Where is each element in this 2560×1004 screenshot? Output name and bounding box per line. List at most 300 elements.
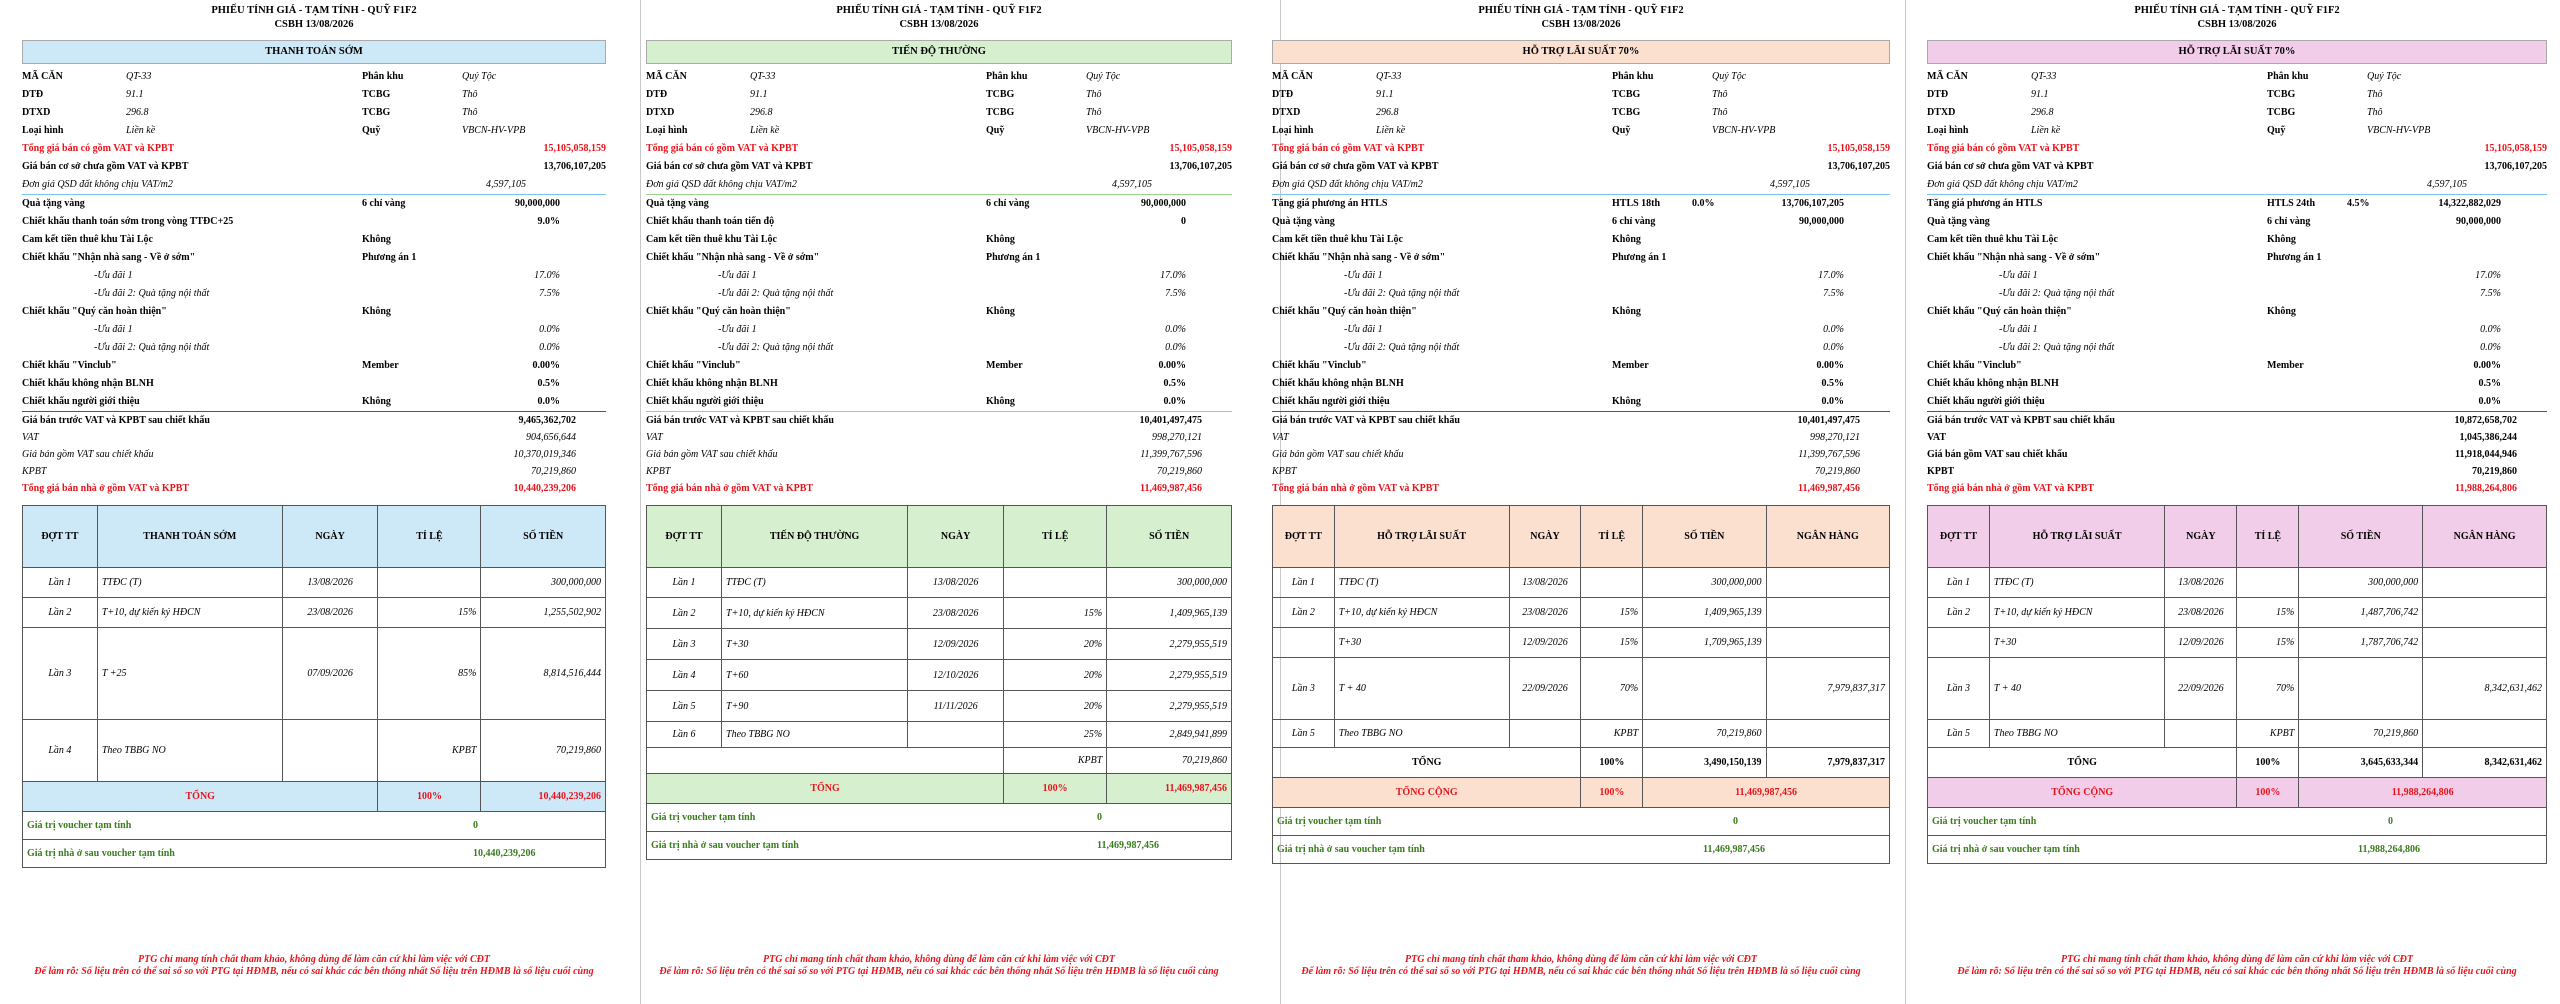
discount-label: Chiết khấu người giới thiệu — [1927, 396, 2045, 407]
discount-row — [1272, 195, 1890, 213]
summary-value: 10,401,497,475 — [1797, 415, 1860, 426]
info-label: TCBG — [986, 89, 1015, 100]
table-cell: 23/08/2026 — [908, 598, 1004, 629]
table-cell: Lần 3 — [1928, 658, 1990, 720]
table-cell: 70,219,860 — [1643, 720, 1766, 748]
discount-label: Cam kết tiền thuê khu Tài Lộc — [22, 234, 153, 245]
table-cell: 1,409,965,139 — [1107, 598, 1232, 629]
disclaimer-line: Để làm rõ: Số liệu trên có thể sai số so với PTG tại HĐMB, nếu có sai khác các bên thống nhất Số liệu trên HĐMB là số liệu cuối cùng — [659, 966, 1219, 977]
discount-label: Chiết khấu "Quý căn hoàn thiện" — [1272, 306, 1417, 317]
discount-label: -Ưu đãi 2: Quà tặng nội thất — [1344, 288, 1460, 299]
info-value: Quý Tộc — [2367, 71, 2402, 82]
table-cell: Lần 1 — [1928, 568, 1990, 598]
unit-price-label: Đơn giá QSD đất không chịu VAT/m2 — [1272, 179, 1423, 190]
discount-label: -Ưu đãi 1 — [1344, 270, 1383, 281]
base-price-row — [1927, 158, 2547, 176]
table-header — [1928, 506, 2547, 568]
discount-row — [22, 339, 606, 357]
table-cell — [1766, 628, 1889, 658]
table-row — [1928, 598, 2547, 628]
table-cell: Lần 1 — [647, 568, 722, 598]
sheet-title: PHIẾU TÍNH GIÁ - TẠM TÍNH - QUỸ F1F2 — [2134, 5, 2340, 16]
info-label: TCBG — [1612, 89, 1641, 100]
discount-value: 0.0% — [537, 396, 560, 407]
discount-row — [646, 195, 1232, 213]
info-value: Thô — [1712, 89, 1728, 100]
subtotal-money: 3,645,633,344 — [2299, 748, 2423, 778]
discount-value: 0.5% — [2478, 378, 2501, 389]
table-cell: T+30 — [722, 629, 908, 660]
discount-value: 7.5% — [1823, 288, 1844, 299]
summary-value: 10,440,239,206 — [513, 483, 576, 494]
table-row — [647, 748, 1232, 774]
table-cell: Theo TBBG NO — [1989, 720, 2164, 748]
table-cell: Lần 1 — [23, 568, 98, 598]
discount-value: 0.0% — [539, 342, 560, 353]
discount-label: Quà tặng vàng — [22, 198, 85, 209]
info-label: MÃ CĂN — [646, 71, 687, 82]
voucher-label: Giá trị voucher tạm tính — [651, 812, 756, 823]
info-row — [1927, 68, 2547, 86]
table-cell: Lần 6 — [647, 722, 722, 748]
disclaimer-line: Để làm rõ: Số liệu trên có thể sai số so với PTG tại HĐMB, nếu có sai khác các bên thống nhất Số liệu trên HĐMB là số liệu cuối cùng — [1301, 966, 1861, 977]
table-cell: T+30 — [1334, 628, 1509, 658]
info-label: Quỹ — [986, 125, 1005, 136]
payment-table — [1927, 505, 2547, 808]
info-value: Liền kề — [1376, 125, 1406, 136]
table-cell: Theo TBBG NO — [1334, 720, 1509, 748]
sheet-title: PHIẾU TÍNH GIÁ - TẠM TÍNH - QUỸ F1F2 — [211, 5, 417, 16]
price-total-value: 15,105,058,159 — [1169, 143, 1232, 154]
info-label: Loại hình — [1927, 125, 1969, 136]
base-price-row — [22, 158, 606, 176]
base-price-value: 13,706,107,205 — [2484, 161, 2547, 172]
table-row — [647, 598, 1232, 629]
total-label: TỔNG CỘNG — [1273, 778, 1581, 808]
discount-label: Chiết khấu không nhận BLNH — [1272, 378, 1404, 389]
table-cell: 300,000,000 — [481, 568, 606, 598]
discount-label: -Ưu đãi 1 — [94, 324, 133, 335]
discount-row — [646, 375, 1232, 393]
info-value: QT-33 — [1376, 71, 1402, 82]
discount-label: -Ưu đãi 1 — [1999, 324, 2038, 335]
table-cell: 1,787,706,742 — [2299, 628, 2423, 658]
summary-row — [22, 412, 606, 429]
discount-label: Chiết khấu "Vinclub" — [1927, 360, 2022, 371]
discount-value: 0.00% — [532, 360, 560, 371]
discount-row — [1272, 375, 1890, 393]
table-cell: 1,255,502,902 — [481, 598, 606, 628]
subtotal-label: TỔNG — [1928, 748, 2237, 778]
table-cell — [647, 748, 1004, 774]
discount-row — [22, 303, 606, 321]
discount-label: Chiết khấu người giới thiệu — [646, 396, 764, 407]
price-total-row — [1272, 140, 1890, 158]
discount-row — [1927, 231, 2547, 249]
summary-label: Giá bán trước VAT và KPBT sau chiết khấu — [22, 415, 210, 426]
column-header: NGÀY — [282, 506, 378, 568]
table-cell — [2165, 720, 2237, 748]
column-header: ĐỢT TT — [1928, 506, 1990, 568]
info-label: Phân khu — [1612, 71, 1654, 82]
price-sheet — [22, 4, 606, 1000]
payment-table — [1272, 505, 1890, 808]
table-cell: Theo TBBG NO — [722, 722, 908, 748]
table-cell — [282, 720, 378, 782]
disclaimer-line: PTG chỉ mang tính chất tham khảo, không dùng để làm căn cứ khi làm việc với CĐT — [2061, 954, 2413, 965]
info-label: Quỹ — [2267, 125, 2286, 136]
discount-value: 0.5% — [1163, 378, 1186, 389]
after-voucher-value: 11,988,264,806 — [2358, 844, 2420, 855]
info-label: TCBG — [362, 107, 391, 118]
discount-option: 6 chỉ vàng — [1612, 216, 1656, 227]
summary-label: Giá bán trước VAT và KPBT sau chiết khấu — [1272, 415, 1460, 426]
plan-banner: TIẾN ĐỘ THƯỜNG — [646, 40, 1232, 64]
summary-row — [1272, 463, 1890, 480]
discount-value: 9.0% — [537, 216, 560, 227]
voucher-row — [22, 812, 606, 840]
table-cell — [2423, 568, 2547, 598]
total-value: 11,988,264,806 — [2299, 778, 2547, 808]
summary-row — [646, 480, 1232, 497]
base-price-label: Giá bán cơ sở chưa gồm VAT và KPBT — [646, 161, 813, 172]
table-row — [23, 720, 606, 782]
total-row — [647, 774, 1232, 804]
discount-option: Không — [362, 306, 391, 317]
column-header: NGÀY — [2165, 506, 2237, 568]
discount-row — [646, 357, 1232, 375]
sheet-title: PHIẾU TÍNH GIÁ - TẠM TÍNH - QUỸ F1F2 — [1478, 5, 1684, 16]
discount-value: 0.5% — [1821, 378, 1844, 389]
table-cell: 23/08/2026 — [2165, 598, 2237, 628]
table-cell: Lần 3 — [23, 628, 98, 720]
total-row — [23, 782, 606, 812]
info-label: DTXD — [1272, 107, 1301, 118]
summary-value: 11,399,767,596 — [1798, 449, 1860, 460]
discount-value: 7.5% — [539, 288, 560, 299]
discount-label: -Ưu đãi 2: Quà tặng nội thất — [1999, 288, 2115, 299]
discount-option: Không — [1612, 306, 1641, 317]
table-cell — [1766, 598, 1889, 628]
discount-label: -Ưu đãi 2: Quà tặng nội thất — [718, 342, 834, 353]
discount-label: Chiết khấu người giới thiệu — [22, 396, 140, 407]
discount-label: Cam kết tiền thuê khu Tài Lộc — [1272, 234, 1403, 245]
table-cell: T +25 — [97, 628, 282, 720]
discount-label: -Ưu đãi 1 — [1344, 324, 1383, 335]
discount-row — [1272, 339, 1890, 357]
discount-value: 90,000,000 — [1799, 216, 1844, 227]
table-cell: 2,279,955,519 — [1107, 629, 1232, 660]
discount-option: HTLS 24th — [2267, 198, 2316, 209]
discount-label: -Ưu đãi 2: Quà tặng nội thất — [94, 288, 210, 299]
table-row — [1928, 568, 2547, 598]
after-voucher-label: Giá trị nhà ở sau voucher tạm tính — [1277, 844, 1425, 855]
discount-row — [22, 213, 606, 231]
table-cell: 12/09/2026 — [2165, 628, 2237, 658]
discount-label: Chiết khấu người giới thiệu — [1272, 396, 1390, 407]
subtotal-pct: 100% — [2237, 748, 2299, 778]
voucher-label: Giá trị voucher tạm tính — [27, 820, 132, 831]
discount-label: Chiết khấu "Nhận nhà sang - Về ở sớm" — [1272, 252, 1446, 263]
discount-row — [1927, 267, 2547, 285]
table-cell: Lần 5 — [1273, 720, 1335, 748]
base-price-label: Giá bán cơ sở chưa gồm VAT và KPBT — [1272, 161, 1439, 172]
table-cell: 85% — [378, 628, 481, 720]
discount-row — [22, 357, 606, 375]
discount-label: Chiết khấu "Vinclub" — [22, 360, 117, 371]
table-cell: 13/08/2026 — [1509, 568, 1581, 598]
discount-label: Tăng giá phương án HTLS — [1272, 198, 1388, 209]
table-cell: KPBT — [1581, 720, 1643, 748]
info-label: TCBG — [362, 89, 391, 100]
table-cell: KPBT — [2237, 720, 2299, 748]
table-cell — [2423, 628, 2547, 658]
summary-label: Giá bán trước VAT và KPBT sau chiết khấu — [646, 415, 834, 426]
discount-value: 17.0% — [534, 270, 560, 281]
column-header: NGÂN HÀNG — [1766, 506, 1889, 568]
table-cell — [2423, 598, 2547, 628]
info-value: VBCN-HV-VPB — [1712, 125, 1776, 136]
price-total-label: Tổng giá bán có gồm VAT và KPBT — [1272, 143, 1425, 154]
discount-label: Chiết khấu không nhận BLNH — [1927, 378, 2059, 389]
discount-row — [646, 339, 1232, 357]
info-label: DTĐ — [22, 89, 44, 100]
table-cell — [1004, 568, 1107, 598]
info-value: 91.1 — [126, 89, 144, 100]
table-cell: Lần 3 — [1273, 658, 1335, 720]
info-value: Thô — [462, 107, 478, 118]
summary-row — [22, 480, 606, 497]
total-pct: 100% — [1581, 778, 1643, 808]
table-cell: 15% — [1004, 598, 1107, 629]
summary-row — [1272, 446, 1890, 463]
table-cell: Lần 4 — [23, 720, 98, 782]
column-header: NGÂN HÀNG — [2423, 506, 2547, 568]
info-value: Liền kề — [750, 125, 780, 136]
summary-label: Giá bán gồm VAT sau chiết khấu — [1927, 449, 2068, 460]
discount-row — [1272, 249, 1890, 267]
info-row — [1927, 86, 2547, 104]
subtotal-bank: 8,342,631,462 — [2423, 748, 2547, 778]
discount-label: -Ưu đãi 2: Quà tặng nội thất — [718, 288, 834, 299]
summary-label: Tổng giá bán nhà ở gồm VAT và KPBT — [1272, 483, 1440, 494]
disclaimer-line: Để làm rõ: Số liệu trên có thể sai số so với PTG tại HĐMB, nếu có sai khác các bên thống nhất Số liệu trên HĐMB là số liệu cuối cùng — [34, 966, 594, 977]
discount-option: Phương án 1 — [2267, 252, 2322, 263]
table-cell: T+10, dự kiến ký HĐCN — [97, 598, 282, 628]
summary-value: 11,988,264,806 — [2455, 483, 2517, 494]
discount-option: Không — [2267, 234, 2296, 245]
info-value: Thô — [1086, 107, 1102, 118]
table-cell: Lần 2 — [1273, 598, 1335, 628]
unit-info — [646, 68, 1232, 140]
column-header: NGÀY — [908, 506, 1004, 568]
summary-row — [646, 412, 1232, 429]
discount-row — [22, 321, 606, 339]
table-cell: 15% — [1581, 628, 1643, 658]
info-value: Thô — [2367, 89, 2383, 100]
discount-value: 0.00% — [2473, 360, 2501, 371]
info-label: TCBG — [2267, 89, 2296, 100]
info-label: Phân khu — [2267, 71, 2309, 82]
table-cell: 1,409,965,139 — [1643, 598, 1766, 628]
info-row — [1927, 122, 2547, 140]
summary-row — [22, 463, 606, 480]
price-total-value: 15,105,058,159 — [1827, 143, 1890, 154]
discount-option: Phương án 1 — [1612, 252, 1667, 263]
discount-row — [1927, 195, 2547, 213]
discount-option: Không — [2267, 306, 2296, 317]
info-value: Quý Tộc — [1712, 71, 1747, 82]
table-cell: 22/09/2026 — [2165, 658, 2237, 720]
voucher-value: 0 — [2388, 816, 2393, 827]
column-header: SỐ TIỀN — [1643, 506, 1766, 568]
info-label: DTĐ — [1272, 89, 1294, 100]
info-value: VBCN-HV-VPB — [2367, 125, 2431, 136]
discount-label: Chiết khấu "Quý căn hoàn thiện" — [1927, 306, 2072, 317]
summary-row — [22, 446, 606, 463]
discount-label: Quà tặng vàng — [1272, 216, 1335, 227]
table-cell: 2,849,941,899 — [1107, 722, 1232, 748]
column-header: TỈ LỆ — [378, 506, 481, 568]
info-row — [1927, 104, 2547, 122]
table-cell: TTĐC (T) — [1989, 568, 2164, 598]
subtotal-row — [1928, 748, 2547, 778]
discount-label: Chiết khấu "Nhận nhà sang - Về ở sớm" — [646, 252, 820, 263]
price-total-value: 15,105,058,159 — [2484, 143, 2547, 154]
summary-value: 11,469,987,456 — [1798, 483, 1860, 494]
table-cell: 8,342,631,462 — [2423, 658, 2547, 720]
table-cell — [378, 568, 481, 598]
discount-label: Tăng giá phương án HTLS — [1927, 198, 2043, 209]
table-cell — [1273, 628, 1335, 658]
discount-value: 0.00% — [1158, 360, 1186, 371]
info-row — [1272, 104, 1890, 122]
payment-schedule — [22, 505, 606, 812]
table-cell: 300,000,000 — [1107, 568, 1232, 598]
after-voucher-row — [1272, 836, 1890, 864]
table-cell: Theo TBBG NO — [97, 720, 282, 782]
discount-label: -Ưu đãi 2: Quà tặng nội thất — [1999, 342, 2115, 353]
voucher-row — [1272, 808, 1890, 836]
info-label: TCBG — [2267, 107, 2296, 118]
table-row — [1273, 628, 1890, 658]
disclaimer-line: PTG chỉ mang tính chất tham khảo, không dùng để làm căn cứ khi làm việc với CĐT — [763, 954, 1115, 965]
discount-label: Cam kết tiền thuê khu Tài Lộc — [646, 234, 777, 245]
discount-row — [1927, 375, 2547, 393]
table-cell: Lần 2 — [647, 598, 722, 629]
discount-row — [1927, 249, 2547, 267]
total-label: TỔNG — [647, 774, 1004, 804]
base-price-label: Giá bán cơ sở chưa gồm VAT và KPBT — [22, 161, 189, 172]
discount-row — [646, 303, 1232, 321]
discount-option: Không — [362, 234, 391, 245]
after-voucher-row — [22, 840, 606, 868]
column-header: ĐỢT TT — [647, 506, 722, 568]
summary-row — [1927, 412, 2547, 429]
price-total-label: Tổng giá bán có gồm VAT và KPBT — [22, 143, 175, 154]
after-voucher-value: 10,440,239,206 — [473, 848, 536, 859]
base-price-value: 13,706,107,205 — [1169, 161, 1232, 172]
table-cell: 25% — [1004, 722, 1107, 748]
summary-label: VAT — [1272, 432, 1289, 443]
discount-row — [22, 285, 606, 303]
discount-row — [1272, 393, 1890, 411]
discount-row — [646, 321, 1232, 339]
price-total-value: 15,105,058,159 — [543, 143, 606, 154]
discount-label: Chiết khấu "Nhận nhà sang - Về ở sớm" — [1927, 252, 2101, 263]
info-row — [22, 68, 606, 86]
after-voucher-label: Giá trị nhà ở sau voucher tạm tính — [651, 840, 799, 851]
discount-label: -Ưu đãi 2: Quà tặng nội thất — [1344, 342, 1460, 353]
discount-label: Chiết khấu "Vinclub" — [646, 360, 741, 371]
summary-label: VAT — [1927, 432, 1947, 443]
info-label: DTĐ — [1927, 89, 1949, 100]
voucher-value: 0 — [1733, 816, 1738, 827]
table-row — [1273, 568, 1890, 598]
info-value: 296.8 — [126, 107, 149, 118]
table-cell: Lần 2 — [1928, 598, 1990, 628]
info-label: TCBG — [1612, 107, 1641, 118]
summary-row — [646, 463, 1232, 480]
info-value: Thô — [1712, 107, 1728, 118]
base-price-row — [1272, 158, 1890, 176]
info-row — [22, 122, 606, 140]
unit-price-label: Đơn giá QSD đất không chịu VAT/m2 — [646, 179, 797, 190]
table-cell: KPBT — [378, 720, 481, 782]
table-cell: TTĐC (T) — [1334, 568, 1509, 598]
table-cell: 22/09/2026 — [1509, 658, 1581, 720]
discount-value: 0.0% — [1165, 324, 1186, 335]
unit-info — [1272, 68, 1890, 140]
summary-value: 1,045,386,244 — [2459, 432, 2517, 443]
column-header: HỖ TRỢ LÃI SUẤT — [1989, 506, 2164, 568]
summary-label: Giá bán gồm VAT sau chiết khấu — [22, 449, 154, 460]
discount-label: -Ưu đãi 1 — [1999, 270, 2038, 281]
info-label: Phân khu — [362, 71, 404, 82]
table-cell: T+10, dự kiến ký HĐCN — [722, 598, 908, 629]
discount-label: Quà tặng vàng — [646, 198, 709, 209]
table-cell: T+60 — [722, 660, 908, 691]
discount-option: Member — [2267, 360, 2304, 371]
discount-value: 17.0% — [2475, 270, 2501, 281]
payment-schedule — [646, 505, 1232, 804]
voucher-row — [646, 804, 1232, 832]
info-label: DTXD — [22, 107, 51, 118]
table-cell: 12/09/2026 — [908, 629, 1004, 660]
discount-row — [22, 267, 606, 285]
discount-option: HTLS 18th — [1612, 198, 1661, 209]
column-header: SỐ TIỀN — [481, 506, 606, 568]
table-cell: 20% — [1004, 691, 1107, 722]
discount-label: Chiết khấu "Nhận nhà sang - Về ở sớm" — [22, 252, 196, 263]
summary-value: 11,918,044,946 — [2455, 449, 2517, 460]
discount-value: 0.0% — [2480, 324, 2501, 335]
table-cell: 23/08/2026 — [282, 598, 378, 628]
voucher-value: 0 — [1097, 812, 1102, 823]
column-divider — [640, 0, 641, 1004]
table-cell: 20% — [1004, 629, 1107, 660]
discount-label: -Ưu đãi 1 — [718, 324, 757, 335]
table-cell: 1,487,706,742 — [2299, 598, 2423, 628]
info-row — [1272, 68, 1890, 86]
table-cell — [908, 722, 1004, 748]
after-voucher-value: 11,469,987,456 — [1703, 844, 1765, 855]
summary-value: 11,399,767,596 — [1140, 449, 1202, 460]
info-label: Loại hình — [646, 125, 688, 136]
disclaimer — [1927, 954, 2547, 978]
sheet-subtitle: CSBH 13/08/2026 — [274, 19, 354, 30]
info-value: Quý Tộc — [462, 71, 497, 82]
